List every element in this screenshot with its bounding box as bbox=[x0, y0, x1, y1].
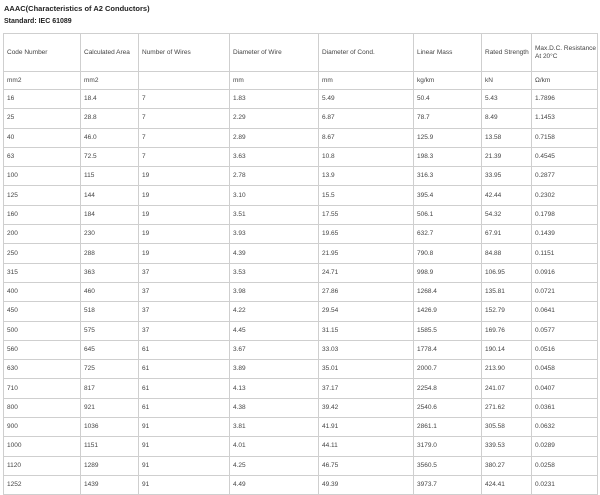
table-cell: 2.78 bbox=[230, 167, 319, 186]
table-cell: 91 bbox=[139, 418, 230, 437]
table-cell: 0.0632 bbox=[532, 418, 598, 437]
table-cell: 6.87 bbox=[319, 109, 414, 128]
table-cell: 4.39 bbox=[230, 244, 319, 263]
table-cell: 288 bbox=[81, 244, 139, 263]
table-cell: 1120 bbox=[4, 456, 81, 475]
table-cell: 1151 bbox=[81, 437, 139, 456]
table-cell: 2540.6 bbox=[414, 398, 482, 417]
table-cell: 3.63 bbox=[230, 147, 319, 166]
table-cell: 1426.9 bbox=[414, 302, 482, 321]
table-cell: 3.53 bbox=[230, 263, 319, 282]
unit-cell: Ω/km bbox=[532, 72, 598, 90]
table-cell: 7 bbox=[139, 147, 230, 166]
column-header: Number of Wires bbox=[139, 34, 230, 72]
table-cell: 18.4 bbox=[81, 90, 139, 109]
column-header: Code Number bbox=[4, 34, 81, 72]
table-cell: 37.17 bbox=[319, 379, 414, 398]
table-cell: 125.9 bbox=[414, 128, 482, 147]
table-cell: 4.22 bbox=[230, 302, 319, 321]
table-cell: 998.9 bbox=[414, 263, 482, 282]
table-cell: 0.0577 bbox=[532, 321, 598, 340]
table-cell: 125 bbox=[4, 186, 81, 205]
table-cell: 46.75 bbox=[319, 456, 414, 475]
table-cell: 37 bbox=[139, 263, 230, 282]
table-cell: 4.38 bbox=[230, 398, 319, 417]
table-row bbox=[4, 128, 598, 147]
table-cell: 19 bbox=[139, 205, 230, 224]
table-cell: 1.83 bbox=[230, 90, 319, 109]
table-cell: 518 bbox=[81, 302, 139, 321]
column-header: Linear Mass bbox=[414, 34, 482, 72]
table-cell: 2.89 bbox=[230, 128, 319, 147]
standard-label: Standard: IEC 61089 bbox=[4, 18, 72, 25]
table-cell: 2254.8 bbox=[414, 379, 482, 398]
table-cell: 4.25 bbox=[230, 456, 319, 475]
table-cell: 46.0 bbox=[81, 128, 139, 147]
table-row bbox=[4, 186, 598, 205]
table-cell: 24.71 bbox=[319, 263, 414, 282]
page-title: AAAC(Characteristics of A2 Conductors) bbox=[4, 4, 150, 13]
table-cell: 5.43 bbox=[482, 90, 532, 109]
table-cell: 921 bbox=[81, 398, 139, 417]
table-cell: 169.76 bbox=[482, 321, 532, 340]
table-cell: 725 bbox=[81, 360, 139, 379]
table-cell: 37 bbox=[139, 321, 230, 340]
table-cell: 3.51 bbox=[230, 205, 319, 224]
table-cell: 4.45 bbox=[230, 321, 319, 340]
table-cell: 61 bbox=[139, 379, 230, 398]
table-cell: 395.4 bbox=[414, 186, 482, 205]
table-cell: 184 bbox=[81, 205, 139, 224]
table-cell: 144 bbox=[81, 186, 139, 205]
table-cell: 0.0258 bbox=[532, 456, 598, 475]
table-cell: 7 bbox=[139, 109, 230, 128]
table-row bbox=[4, 398, 598, 417]
table-cell: 91 bbox=[139, 437, 230, 456]
table-cell: 42.44 bbox=[482, 186, 532, 205]
table-cell: 1000 bbox=[4, 437, 81, 456]
column-header: Max.D.C. Resistance At 20°C bbox=[532, 34, 598, 72]
unit-cell: mm bbox=[319, 72, 414, 90]
table-cell: 424.41 bbox=[482, 475, 532, 494]
table-row bbox=[4, 244, 598, 263]
table-cell: 460 bbox=[81, 282, 139, 301]
table-cell: 271.62 bbox=[482, 398, 532, 417]
table-row bbox=[4, 147, 598, 166]
table-row bbox=[4, 379, 598, 398]
table-cell: 198.3 bbox=[414, 147, 482, 166]
table-cell: 3.10 bbox=[230, 186, 319, 205]
table-cell: 339.53 bbox=[482, 437, 532, 456]
table-cell: 152.79 bbox=[482, 302, 532, 321]
table-cell: 135.81 bbox=[482, 282, 532, 301]
table-cell: 1585.5 bbox=[414, 321, 482, 340]
table-cell: 40 bbox=[4, 128, 81, 147]
unit-cell: mm2 bbox=[4, 72, 81, 90]
table-cell: 230 bbox=[81, 225, 139, 244]
table-cell: 50.4 bbox=[414, 90, 482, 109]
table-cell: 380.27 bbox=[482, 456, 532, 475]
table-cell: 0.0289 bbox=[532, 437, 598, 456]
table-cell: 0.0407 bbox=[532, 379, 598, 398]
table-cell: 7 bbox=[139, 128, 230, 147]
table-cell: 630 bbox=[4, 360, 81, 379]
unit-cell: kg/km bbox=[414, 72, 482, 90]
table-row bbox=[4, 90, 598, 109]
table-cell: 3.67 bbox=[230, 340, 319, 359]
table-cell: 91 bbox=[139, 475, 230, 494]
table-row bbox=[4, 282, 598, 301]
unit-cell: mm2 bbox=[81, 72, 139, 90]
table-cell: 25 bbox=[4, 109, 81, 128]
table-cell: 790.8 bbox=[414, 244, 482, 263]
table-cell: 21.95 bbox=[319, 244, 414, 263]
table-cell: 35.01 bbox=[319, 360, 414, 379]
table-cell: 3.81 bbox=[230, 418, 319, 437]
table-cell: 78.7 bbox=[414, 109, 482, 128]
table-cell: 316.3 bbox=[414, 167, 482, 186]
table-cell: 19 bbox=[139, 186, 230, 205]
table-cell: 100 bbox=[4, 167, 81, 186]
table-row bbox=[4, 340, 598, 359]
table-cell: 91 bbox=[139, 456, 230, 475]
unit-cell: mm bbox=[230, 72, 319, 90]
table-cell: 44.11 bbox=[319, 437, 414, 456]
table-cell: 213.90 bbox=[482, 360, 532, 379]
table-cell: 1439 bbox=[81, 475, 139, 494]
column-header: Rated Strength bbox=[482, 34, 532, 72]
table-cell: 61 bbox=[139, 398, 230, 417]
table-cell: 19 bbox=[139, 244, 230, 263]
conductor-spec-table bbox=[3, 33, 598, 495]
table-row bbox=[4, 475, 598, 494]
table-row bbox=[4, 225, 598, 244]
table-cell: 21.39 bbox=[482, 147, 532, 166]
table-cell: 900 bbox=[4, 418, 81, 437]
column-header: Diameter of Cond. bbox=[319, 34, 414, 72]
table-cell: 1036 bbox=[81, 418, 139, 437]
table-cell: 63 bbox=[4, 147, 81, 166]
table-cell: 0.2302 bbox=[532, 186, 598, 205]
table-row bbox=[4, 205, 598, 224]
table-cell: 61 bbox=[139, 360, 230, 379]
table-cell: 1289 bbox=[81, 456, 139, 475]
table-cell: 0.0516 bbox=[532, 340, 598, 359]
table-cell: 1778.4 bbox=[414, 340, 482, 359]
table-cell: 33.03 bbox=[319, 340, 414, 359]
table-body bbox=[4, 34, 598, 495]
table-cell: 0.2877 bbox=[532, 167, 598, 186]
table-cell: 1.7896 bbox=[532, 90, 598, 109]
table-cell: 506.1 bbox=[414, 205, 482, 224]
table-cell: 7 bbox=[139, 90, 230, 109]
table-cell: 632.7 bbox=[414, 225, 482, 244]
table-cell: 250 bbox=[4, 244, 81, 263]
table-cell: 3179.0 bbox=[414, 437, 482, 456]
table-cell: 15.5 bbox=[319, 186, 414, 205]
table-cell: 190.14 bbox=[482, 340, 532, 359]
table-cell: 0.0721 bbox=[532, 282, 598, 301]
table-cell: 710 bbox=[4, 379, 81, 398]
table-cell: 1268.4 bbox=[414, 282, 482, 301]
table-cell: 106.95 bbox=[482, 263, 532, 282]
table-cell: 0.0361 bbox=[532, 398, 598, 417]
table-cell: 13.58 bbox=[482, 128, 532, 147]
table-cell: 363 bbox=[81, 263, 139, 282]
unit-cell bbox=[139, 72, 230, 90]
table-cell: 817 bbox=[81, 379, 139, 398]
table-cell: 39.42 bbox=[319, 398, 414, 417]
unit-cell: kN bbox=[482, 72, 532, 90]
table-row bbox=[4, 456, 598, 475]
table-cell: 8.49 bbox=[482, 109, 532, 128]
table-cell: 500 bbox=[4, 321, 81, 340]
table-cell: 0.0916 bbox=[532, 263, 598, 282]
table-cell: 67.91 bbox=[482, 225, 532, 244]
table-cell: 645 bbox=[81, 340, 139, 359]
table-cell: 3973.7 bbox=[414, 475, 482, 494]
table-cell: 0.0458 bbox=[532, 360, 598, 379]
table-row bbox=[4, 302, 598, 321]
table-cell: 800 bbox=[4, 398, 81, 417]
table-cell: 37 bbox=[139, 302, 230, 321]
table-cell: 0.7158 bbox=[532, 128, 598, 147]
table-cell: 28.8 bbox=[81, 109, 139, 128]
table-cell: 560 bbox=[4, 340, 81, 359]
units-row bbox=[4, 72, 598, 90]
table-cell: 10.8 bbox=[319, 147, 414, 166]
table-cell: 160 bbox=[4, 205, 81, 224]
table-row bbox=[4, 167, 598, 186]
table-cell: 200 bbox=[4, 225, 81, 244]
table-cell: 2861.1 bbox=[414, 418, 482, 437]
table-cell: 8.67 bbox=[319, 128, 414, 147]
table-cell: 41.91 bbox=[319, 418, 414, 437]
table-cell: 17.55 bbox=[319, 205, 414, 224]
table-cell: 115 bbox=[81, 167, 139, 186]
table-cell: 0.0641 bbox=[532, 302, 598, 321]
table-cell: 3.89 bbox=[230, 360, 319, 379]
table-cell: 54.32 bbox=[482, 205, 532, 224]
table-cell: 49.39 bbox=[319, 475, 414, 494]
table-cell: 19.65 bbox=[319, 225, 414, 244]
table-cell: 72.5 bbox=[81, 147, 139, 166]
table-row bbox=[4, 437, 598, 456]
header-row bbox=[4, 34, 598, 72]
table-cell: 33.95 bbox=[482, 167, 532, 186]
table-row bbox=[4, 360, 598, 379]
table-cell: 19 bbox=[139, 225, 230, 244]
table-cell: 0.0231 bbox=[532, 475, 598, 494]
table-cell: 29.54 bbox=[319, 302, 414, 321]
table-cell: 31.15 bbox=[319, 321, 414, 340]
table-row bbox=[4, 263, 598, 282]
table-cell: 4.13 bbox=[230, 379, 319, 398]
table-cell: 61 bbox=[139, 340, 230, 359]
table-cell: 3.98 bbox=[230, 282, 319, 301]
table-cell: 305.58 bbox=[482, 418, 532, 437]
table-cell: 5.49 bbox=[319, 90, 414, 109]
table-cell: 0.4545 bbox=[532, 147, 598, 166]
table-cell: 2.29 bbox=[230, 109, 319, 128]
table-cell: 4.49 bbox=[230, 475, 319, 494]
column-header: Diameter of Wire bbox=[230, 34, 319, 72]
table-cell: 0.1798 bbox=[532, 205, 598, 224]
table-cell: 1.1453 bbox=[532, 109, 598, 128]
table-cell: 16 bbox=[4, 90, 81, 109]
table-cell: 241.07 bbox=[482, 379, 532, 398]
table-cell: 37 bbox=[139, 282, 230, 301]
table-cell: 3.93 bbox=[230, 225, 319, 244]
table-cell: 13.9 bbox=[319, 167, 414, 186]
table-cell: 450 bbox=[4, 302, 81, 321]
table-cell: 575 bbox=[81, 321, 139, 340]
table-cell: 315 bbox=[4, 263, 81, 282]
table-cell: 27.86 bbox=[319, 282, 414, 301]
table-cell: 84.88 bbox=[482, 244, 532, 263]
table-cell: 19 bbox=[139, 167, 230, 186]
table-row bbox=[4, 321, 598, 340]
table-cell: 400 bbox=[4, 282, 81, 301]
table-row bbox=[4, 109, 598, 128]
column-header: Calculated Area bbox=[81, 34, 139, 72]
table-cell: 0.1151 bbox=[532, 244, 598, 263]
table-cell: 4.01 bbox=[230, 437, 319, 456]
table-cell: 2000.7 bbox=[414, 360, 482, 379]
table-cell: 1252 bbox=[4, 475, 81, 494]
table-cell: 0.1439 bbox=[532, 225, 598, 244]
table-cell: 3560.5 bbox=[414, 456, 482, 475]
